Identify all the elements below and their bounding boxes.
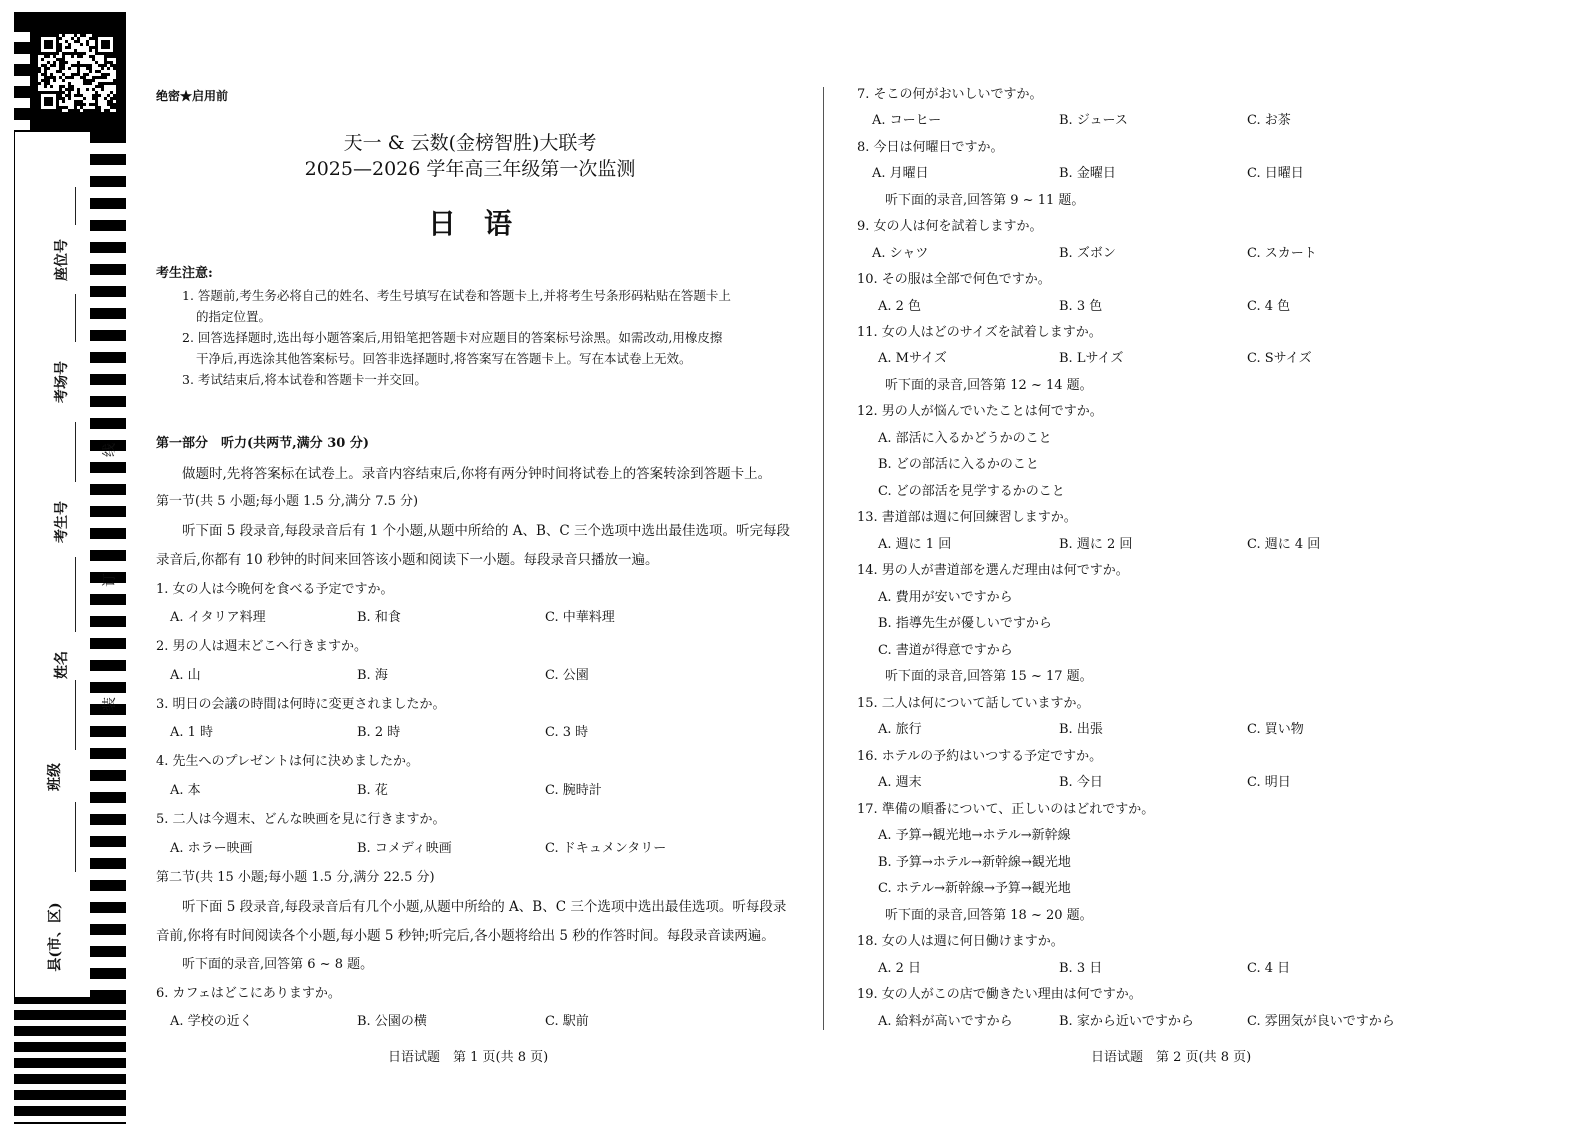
option-a: A. 2 日 xyxy=(878,961,922,976)
page-footer-1: 日语试题 第 1 页(共 8 页) xyxy=(388,1050,549,1065)
option-c: C. 4 日 xyxy=(1247,961,1291,976)
option-c: C. お茶 xyxy=(1247,113,1291,128)
note-line: 干净后,再选涂其他答案标号。回答非选择题时,将答案写在答题卡上。写在本试卷上无效。 xyxy=(196,351,692,366)
question-14: 14. 男の人が書道部を選んだ理由は何ですか。 xyxy=(857,563,1129,578)
option-c: C. 書道が得意ですから xyxy=(878,643,1013,658)
column-divider xyxy=(823,87,824,1030)
option-a: A. 予算→観光地→ホテル→新幹線 xyxy=(878,828,1071,843)
field-class: 班级 xyxy=(47,763,63,791)
subject-title: 日 语 xyxy=(427,207,512,240)
listen-instruction: 听下面的录音,回答第 6 ~ 8 题。 xyxy=(182,957,374,972)
option-a: A. 週に 1 回 xyxy=(878,537,952,552)
option-c: C. ドキュメンタリー xyxy=(545,841,667,856)
option-c: C. 買い物 xyxy=(1247,722,1304,737)
question-6: 6. カフェはどこにありますか。 xyxy=(156,986,341,1001)
listen-instruction: 听下面的录音,回答第 12 ~ 14 题。 xyxy=(885,378,1093,393)
option-b: B. 2 時 xyxy=(357,725,401,740)
option-a: A. ホラー映画 xyxy=(170,841,253,856)
option-b: B. 今日 xyxy=(1059,775,1103,790)
option-a: A. 費用が安いですから xyxy=(878,590,1013,605)
option-c: C. スカート xyxy=(1247,246,1317,261)
field-line xyxy=(75,187,76,225)
secret-mark: 绝密★启用前 xyxy=(156,89,229,103)
question-13: 13. 書道部は週に何回練習しますか。 xyxy=(857,510,1077,525)
option-c: C. 3 時 xyxy=(545,725,589,740)
field-line xyxy=(75,557,76,632)
question-9: 9. 女の人は何を試着しますか。 xyxy=(857,219,1043,234)
question-5: 5. 二人は今週末、どんな映画を見に行きますか。 xyxy=(156,812,446,827)
question-12: 12. 男の人が悩んでいたことは何ですか。 xyxy=(857,404,1103,419)
listen-instruction: 听下面的录音,回答第 18 ~ 20 题。 xyxy=(885,908,1093,923)
qr-code xyxy=(38,34,116,112)
option-b: B. 予算→ホテル→新幹線→観光地 xyxy=(878,855,1071,870)
field-line xyxy=(75,680,76,750)
option-b: B. コメディ映画 xyxy=(357,841,452,856)
question-16: 16. ホテルの予約はいつする予定ですか。 xyxy=(857,749,1103,764)
option-a: A. 2 色 xyxy=(878,299,922,314)
cut-mark-staple: 订 xyxy=(102,573,118,587)
option-c: C. 公園 xyxy=(545,668,589,683)
option-b: B. 公園の横 xyxy=(357,1014,427,1029)
question-19: 19. 女の人がこの店で働きたい理由は何ですか。 xyxy=(857,987,1142,1002)
question-11: 11. 女の人はどのサイズを試着しますか。 xyxy=(857,325,1102,340)
notes-heading: 考生注意: xyxy=(156,266,213,281)
section2-heading: 第二节(共 15 小题;每小题 1.5 分,满分 22.5 分) xyxy=(156,870,435,885)
option-a: A. 学校の近く xyxy=(170,1014,253,1029)
listen-instruction: 听下面的录音,回答第 9 ~ 11 题。 xyxy=(885,193,1085,208)
option-c: C. 4 色 xyxy=(1247,299,1291,314)
option-b: B. Lサイズ xyxy=(1059,351,1124,366)
option-a: A. 給料が高いですから xyxy=(878,1014,1013,1029)
listen-instruction: 听下面的录音,回答第 15 ~ 17 题。 xyxy=(885,669,1093,684)
option-c: C. Sサイズ xyxy=(1247,351,1312,366)
option-a: A. 部活に入るかどうかのこと xyxy=(878,431,1052,446)
option-b: B. ズボン xyxy=(1059,246,1116,261)
option-a: A. 1 時 xyxy=(170,725,214,740)
section1-instruction: 听下面 5 段录音,每段录音后有 1 个小题,从题中所给的 A、B、C 三个选项中选出最佳选项。听完每段 xyxy=(182,523,791,539)
option-b: B. 金曜日 xyxy=(1059,166,1116,181)
option-b: B. 家から近いですから xyxy=(1059,1014,1194,1029)
question-1: 1. 女の人は今晩何を食べる予定ですか。 xyxy=(156,582,394,597)
option-a: A. イタリア料理 xyxy=(170,610,266,625)
question-8: 8. 今日は何曜日ですか。 xyxy=(857,140,1004,155)
exam-title: 天一 & 云数(金榜智胜)大联考 xyxy=(343,132,597,154)
option-c: C. 中華料理 xyxy=(545,610,615,625)
note-line: 的指定位置。 xyxy=(196,309,272,324)
option-c: C. 明日 xyxy=(1247,775,1291,790)
question-18: 18. 女の人は週に何日働けますか。 xyxy=(857,934,1064,949)
option-a: A. シャツ xyxy=(872,246,929,261)
binding-strip xyxy=(14,12,126,1124)
option-a: A. 週末 xyxy=(878,775,922,790)
option-b: B. 花 xyxy=(357,783,388,798)
question-17: 17. 準備の順番について、正しいのはどれですか。 xyxy=(857,802,1155,817)
option-b: B. 海 xyxy=(357,668,388,683)
option-b: B. 和食 xyxy=(357,610,401,625)
option-a: A. コーヒー xyxy=(872,113,942,128)
option-c: C. ホテル→新幹線→予算→観光地 xyxy=(878,881,1071,896)
field-name: 姓名 xyxy=(54,651,70,679)
field-seat: 座位号 xyxy=(54,239,70,281)
option-b: B. 3 日 xyxy=(1059,961,1103,976)
part1-intro: 做题时,先将答案标在试卷上。录音内容结束后,你将有两分钟时间将试卷上的答案转涂到答题卡上。 xyxy=(182,466,772,482)
option-b: B. ジュース xyxy=(1059,113,1128,128)
field-line xyxy=(75,422,76,482)
section1-instruction: 录音后,你都有 10 秒钟的时间来回答该小题和阅读下一小题。每段录音只播放一遍。 xyxy=(156,552,659,568)
section2-instruction: 听下面 5 段录音,每段录音后有几个小题,从题中所给的 A、B、C 三个选项中选出最佳选项。听每段录 xyxy=(182,899,787,915)
option-c: C. 腕時計 xyxy=(545,783,602,798)
option-b: B. 週に 2 回 xyxy=(1059,537,1133,552)
option-a: A. 本 xyxy=(170,783,201,798)
strip-pattern xyxy=(14,12,126,1124)
cut-mark-line: 线 xyxy=(102,443,118,457)
option-c: C. 週に 4 回 xyxy=(1247,537,1321,552)
option-b: B. 3 色 xyxy=(1059,299,1103,314)
field-student-number: 考生号 xyxy=(54,501,70,543)
question-3: 3. 明日の会議の時間は何時に変更されましたか。 xyxy=(156,697,446,712)
note-line: 3. 考试结束后,将本试卷和答题卡一并交回。 xyxy=(182,372,427,387)
question-4: 4. 先生へのプレゼントは何に決めましたか。 xyxy=(156,754,420,769)
part1-heading: 第一部分 听力(共两节,满分 30 分) xyxy=(156,436,369,451)
option-a: A. Mサイズ xyxy=(878,351,947,366)
question-2: 2. 男の人は週末どこへ行きますか。 xyxy=(156,639,368,654)
field-county: 县(市、区) xyxy=(47,902,64,972)
field-line xyxy=(75,294,76,342)
option-a: A. 山 xyxy=(170,668,201,683)
field-line xyxy=(75,802,76,872)
section2-instruction: 音前,你将有时间阅读各个小题,每小题 5 秒钟;听完后,各小题将给出 5 秒的作答时间。每段录音读两遍。 xyxy=(156,928,775,944)
option-a: A. 月曜日 xyxy=(872,166,929,181)
option-c: C. どの部活を見学するかのこと xyxy=(878,484,1065,499)
option-b: B. 指導先生が優しいですから xyxy=(878,616,1052,631)
option-c: C. 駅前 xyxy=(545,1014,589,1029)
note-line: 2. 回答选择题时,选出每小题答案后,用铅笔把答题卡对应题目的答案标号涂黑。如需改动,用橡皮擦 xyxy=(182,330,723,345)
question-7: 7. そこの何がおいしいですか。 xyxy=(857,87,1043,102)
option-b: B. どの部活に入るかのこと xyxy=(878,457,1039,472)
question-10: 10. その服は全部で何色ですか。 xyxy=(857,272,1051,287)
section1-heading: 第一节(共 5 小题;每小题 1.5 分,满分 7.5 分) xyxy=(156,494,419,509)
option-b: B. 出張 xyxy=(1059,722,1103,737)
field-exam-room: 考场号 xyxy=(54,361,70,403)
option-a: A. 旅行 xyxy=(878,722,922,737)
option-c: C. 日曜日 xyxy=(1247,166,1304,181)
question-15: 15. 二人は何について話していますか。 xyxy=(857,696,1090,711)
option-c: C. 雰囲気が良いですから xyxy=(1247,1014,1395,1029)
cut-mark-bind: 装 xyxy=(102,697,118,711)
note-line: 1. 答题前,考生务必将自己的姓名、考生号填写在试卷和答题卡上,并将考生号条形码粘贴在答题卡上 xyxy=(182,288,731,303)
exam-subtitle: 2025—2026 学年高三年级第一次监测 xyxy=(304,158,636,180)
page-footer-2: 日语试题 第 2 页(共 8 页) xyxy=(1091,1050,1252,1065)
